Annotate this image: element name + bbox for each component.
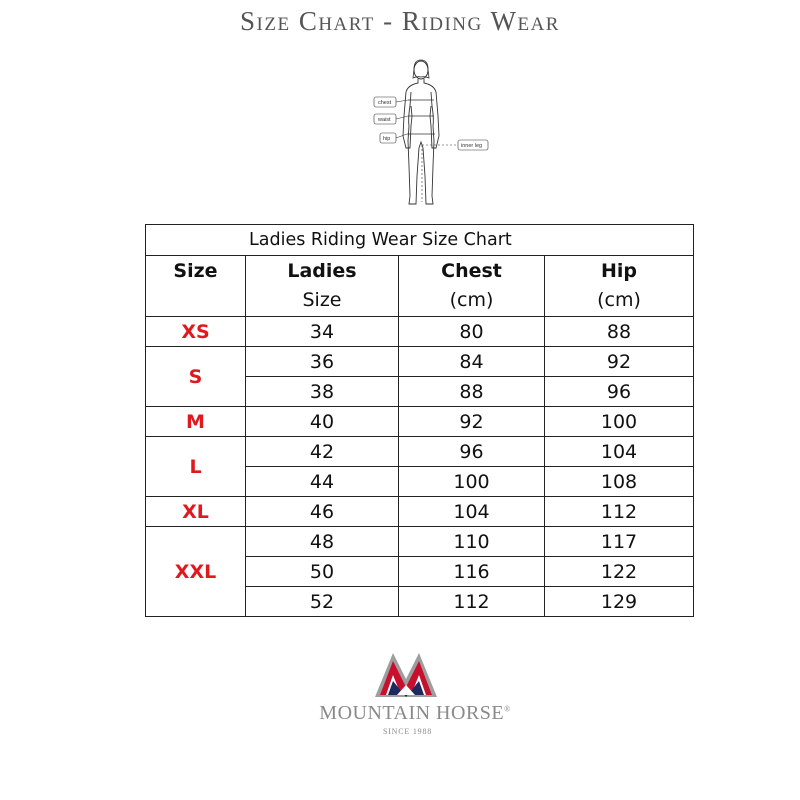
table-row	[146, 437, 694, 467]
chest-cell: 88	[399, 377, 545, 407]
waist-label: waist	[378, 117, 391, 123]
header-size-label: Size	[173, 260, 218, 282]
table-caption: Ladies Riding Wear Size Chart	[146, 225, 694, 256]
header-hip-label: Hip	[600, 260, 637, 282]
size-code-xs: XS	[146, 317, 246, 347]
chest-cell: 116	[399, 557, 545, 587]
hip-cell: 117	[545, 527, 694, 557]
hip-cell: 129	[545, 587, 694, 617]
hip-cell: 104	[545, 437, 694, 467]
table-row	[146, 347, 694, 377]
ladies-size-cell: 50	[246, 557, 399, 587]
size-code-xl: XL	[146, 497, 246, 527]
chest-cell: 80	[399, 317, 545, 347]
header-chest-unit: (cm)	[449, 289, 494, 311]
chest-cell: 100	[399, 467, 545, 497]
ladies-size-cell: 52	[246, 587, 399, 617]
header-ladies-sub: Size	[302, 289, 342, 311]
hip-cell: 88	[545, 317, 694, 347]
table-row	[146, 317, 694, 347]
ladies-size-cell: 36	[246, 347, 399, 377]
body-measurement-diagram	[370, 56, 490, 212]
ladies-size-cell: 40	[246, 407, 399, 437]
hip-cell: 96	[545, 377, 694, 407]
chest-label: chest	[378, 100, 392, 106]
registered-mark: ®	[504, 704, 511, 714]
chest-cell: 84	[399, 347, 545, 377]
chest-cell: 92	[399, 407, 545, 437]
table-row	[146, 497, 694, 527]
brand-tagline: SINCE 1988	[382, 727, 433, 736]
ladies-size-cell: 38	[246, 377, 399, 407]
hip-cell: 112	[545, 497, 694, 527]
ladies-size-cell: 42	[246, 437, 399, 467]
page-title: Size Chart - Riding Wear	[240, 6, 560, 36]
header-hip	[545, 256, 694, 317]
hip-cell: 100	[545, 407, 694, 437]
table-row	[146, 407, 694, 437]
header-chest-label: Chest	[441, 260, 502, 282]
mountain-logo-icon	[375, 645, 437, 697]
header-chest	[399, 256, 545, 317]
ladies-size-cell: 44	[246, 467, 399, 497]
brand-name-text: MOUNTAIN HORSE	[319, 702, 505, 724]
chest-cell: 110	[399, 527, 545, 557]
size-code-xxl: XXL	[146, 527, 246, 617]
ladies-size-cell: 46	[246, 497, 399, 527]
hip-cell: 108	[545, 467, 694, 497]
female-silhouette-figure	[370, 56, 490, 212]
table-row	[146, 527, 694, 557]
brand-name	[300, 702, 530, 725]
inner-leg-label: inner leg	[461, 143, 483, 149]
ladies-size-cell: 34	[246, 317, 399, 347]
hip-cell: 92	[545, 347, 694, 377]
size-code-m: M	[146, 407, 246, 437]
header-ladies-label: Ladies	[287, 260, 357, 282]
hip-label: hip	[383, 136, 391, 142]
size-chart-table	[145, 224, 694, 617]
size-code-s: S	[146, 347, 246, 407]
header-hip-unit: (cm)	[597, 289, 641, 311]
size-code-l: L	[146, 437, 246, 497]
header-ladies-size	[246, 256, 399, 317]
chest-cell: 104	[399, 497, 545, 527]
chest-cell: 96	[399, 437, 545, 467]
hip-cell: 122	[545, 557, 694, 587]
header-size	[146, 256, 246, 317]
ladies-size-cell: 48	[246, 527, 399, 557]
mountain-horse-logo	[300, 645, 530, 745]
chest-cell: 112	[399, 587, 545, 617]
